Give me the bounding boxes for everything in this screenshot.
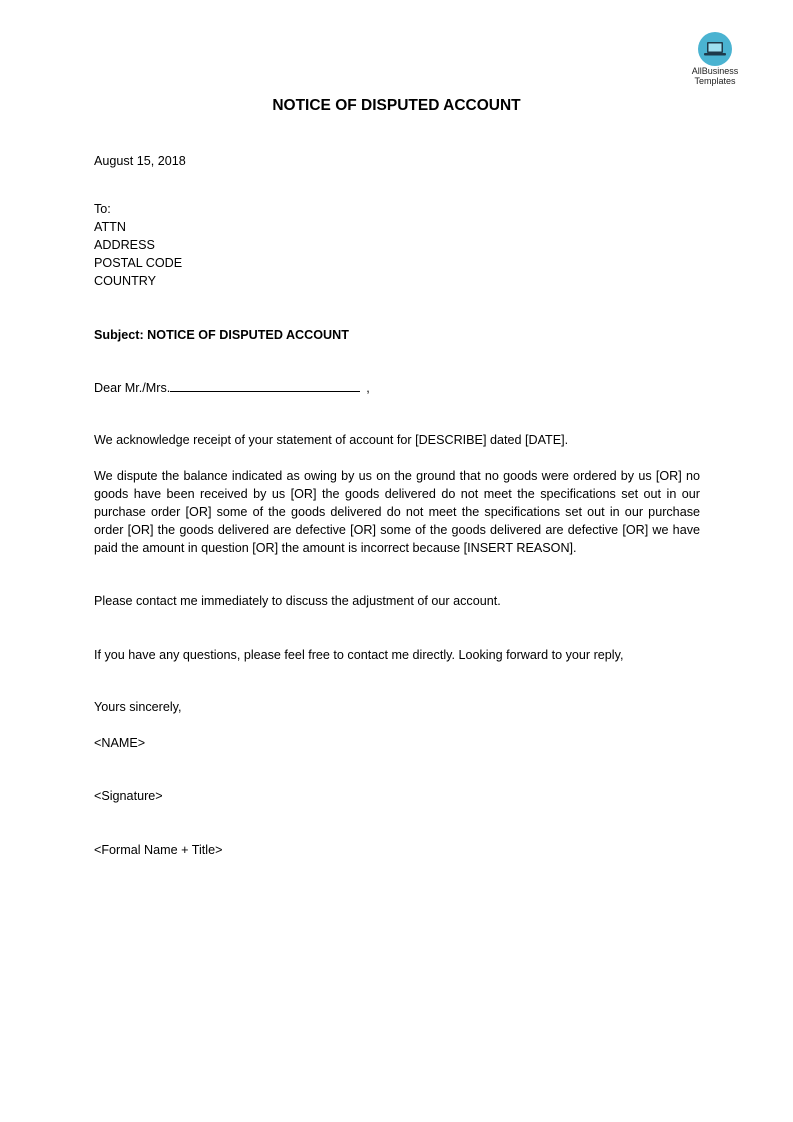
subject-line: Subject: NOTICE OF DISPUTED ACCOUNT <box>94 328 349 342</box>
recipient-address: ADDRESS <box>94 238 155 252</box>
recipient-postal-code: POSTAL CODE <box>94 256 183 270</box>
recipient-country: COUNTRY <box>94 274 157 288</box>
recipient-attn: ATTN <box>94 220 126 234</box>
closing-name: <NAME> <box>94 736 146 750</box>
body-paragraph-1: We acknowledge receipt of your statement of account for [DESCRIBE] dated [DATE]. <box>94 433 569 447</box>
body-paragraph-2: We dispute the balance indicated as owing by us on the ground that no goods were ordered by us [OR] no goods have been received by us [OR] the goods delivered do not meet the specifications set out in our purchase order [OR] some of the goods delivered do not meet the specifications set out in our purchase order [OR] the goods delivered are defective [OR] some of the goods delivered are defective [OR] we have paid the amount in question [OR] the amount is incorrect because [INSERT REASON]. <box>94 469 700 555</box>
recipient-to: To: <box>94 202 111 216</box>
document-title: NOTICE OF DISPUTED ACCOUNT <box>272 97 521 114</box>
brand-logo <box>680 32 750 86</box>
letter-date: August 15, 2018 <box>94 154 186 168</box>
salutation-prefix: Dear Mr./Mrs. <box>94 381 171 395</box>
body-paragraph-3: Please contact me immediately to discuss the adjustment of our account. <box>94 594 501 608</box>
salutation <box>94 379 370 397</box>
closing-formal-name-title: <Formal Name + Title> <box>94 843 223 857</box>
laptop-icon <box>698 32 732 66</box>
closing-signature: <Signature> <box>94 789 163 803</box>
logo-text-line2: Templates <box>694 76 736 86</box>
body-paragraph-4: If you have any questions, please feel free to contact me directly. Looking forward to your reply, <box>94 648 624 662</box>
closing-sincerely: Yours sincerely, <box>94 700 182 714</box>
logo-text-line1: AllBusiness <box>691 66 739 76</box>
salutation-suffix: , <box>366 381 370 395</box>
name-blank-line <box>170 379 360 392</box>
